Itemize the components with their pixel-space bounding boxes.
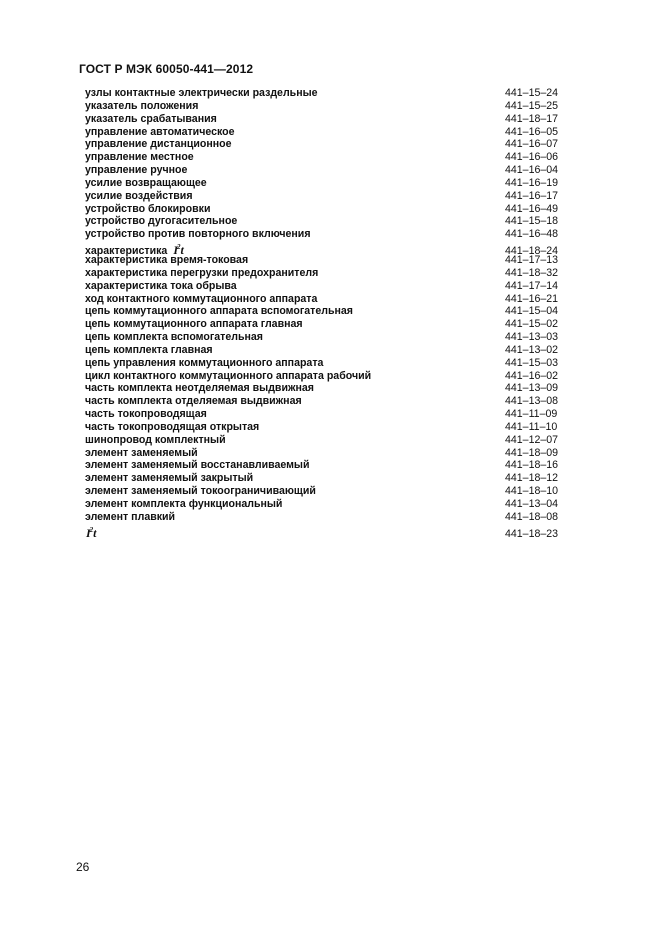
index-term: характеристика тока обрыва [85, 279, 237, 292]
index-code: 441–18–32 [505, 266, 559, 279]
index-code: 441–16–21 [505, 292, 559, 305]
index-row [85, 331, 577, 344]
index-term: часть комплекта неотделяемая выдвижная [85, 382, 314, 395]
index-term: элемент заменяемый закрытый [85, 472, 254, 485]
index-term: управление ручное [85, 164, 188, 177]
index-term: узлы контактные электрически раздельные [85, 87, 318, 99]
index-code: 441–18–08 [505, 510, 559, 523]
index-term: характеристика перегрузки предохранителя [85, 266, 319, 279]
index-row [85, 344, 577, 357]
index-code: 441–13–08 [505, 395, 559, 408]
index-term: часть токопроводящая открытая [85, 420, 260, 433]
index-term: усилие возвращающее [85, 176, 207, 189]
index-term: цепь комплекта главная [85, 343, 213, 356]
index-term: часть комплекта отделяемая выдвижная [85, 395, 302, 408]
index-term: управление дистанционное [85, 138, 232, 151]
i2t-symbol [86, 526, 97, 540]
index-code: 441–13–02 [505, 343, 559, 356]
index-code: 441–13–09 [505, 382, 559, 395]
index-row [85, 241, 577, 258]
index-term: цикл контактного коммутационного аппарата рабочий [85, 369, 372, 382]
index-code: 441–16–17 [505, 189, 559, 202]
index-code: 441–16–02 [505, 369, 559, 382]
index-term: характеристика [85, 245, 168, 258]
index-row [85, 395, 577, 408]
index-row [85, 267, 577, 280]
index-code: 441–16–49 [505, 202, 559, 215]
index-code: 441–18–10 [505, 485, 559, 498]
index-row [85, 472, 577, 485]
index-row [85, 177, 577, 190]
index-code: 441–17–13 [505, 253, 559, 266]
index-row [85, 498, 577, 511]
index-row [85, 138, 577, 151]
index-row [85, 203, 577, 216]
index-row [85, 164, 577, 177]
index-term: шинопровод комплектный [85, 433, 226, 446]
index-code: 441–18–12 [505, 472, 559, 485]
index-row [85, 370, 577, 383]
index-row [85, 254, 577, 267]
index-row [85, 318, 577, 331]
index-code: 441–13–04 [505, 498, 559, 510]
index-code: 441–18–16 [505, 459, 559, 472]
index-code: 441–15–03 [505, 356, 559, 369]
index-row [85, 434, 577, 447]
index-term: управление автоматическое [85, 125, 235, 138]
term-index-list [85, 87, 577, 540]
index-row [85, 305, 577, 318]
index-term: устройство дугогасительное [85, 215, 238, 228]
index-code: 441–16–04 [505, 164, 559, 177]
index-code: 441–16–06 [505, 151, 559, 164]
index-term: часть токопроводящая [85, 408, 207, 421]
index-row [85, 126, 577, 139]
index-code: 441–12–07 [505, 433, 559, 446]
index-term: цепь коммутационного аппарата вспомогательная [85, 305, 353, 318]
index-code: 441–15–04 [505, 305, 559, 318]
index-term: указатель положения [85, 99, 199, 112]
index-term: элемент заменяемый токоограничивающий [85, 485, 316, 498]
index-term: цепь коммутационного аппарата главная [85, 318, 303, 331]
index-term: элемент плавкий [85, 510, 176, 523]
index-row [85, 459, 577, 472]
index-row [85, 447, 577, 460]
index-row [85, 87, 577, 100]
index-row [85, 293, 577, 306]
i2t-symbol-base: I [173, 243, 178, 258]
index-row [85, 100, 577, 113]
index-row [85, 408, 577, 421]
index-term: элемент комплекта функциональный [85, 498, 283, 510]
index-term-symbol-only [85, 524, 97, 541]
index-code: 441–11–09 [505, 408, 558, 421]
document-header: ГОСТ Р МЭК 60050-441—2012 [79, 62, 254, 76]
index-code: 441–18–17 [505, 112, 559, 125]
i2t-symbol-exponent: 2 [89, 525, 94, 534]
i2t-symbol-exponent: 2 [176, 243, 181, 252]
index-code: 441–15–02 [505, 318, 559, 331]
index-term: цепь управления коммутационного аппарата [85, 356, 324, 369]
index-row [85, 357, 577, 370]
index-code: 441–16–19 [505, 176, 559, 189]
index-code: 441–18–09 [505, 446, 559, 459]
index-term: ход контактного коммутационного аппарата [85, 292, 318, 305]
index-row [85, 524, 577, 540]
index-row [85, 421, 577, 434]
index-code: 441–13–03 [505, 331, 559, 344]
index-code: 441–17–14 [505, 279, 559, 292]
index-term: управление местное [85, 151, 194, 164]
index-term: элемент заменяемый восстанавливаемый [85, 459, 310, 472]
index-row [85, 485, 577, 498]
index-code: 441–11–10 [505, 420, 558, 433]
index-code: 441–16–48 [505, 228, 559, 241]
index-term: указатель срабатывания [85, 112, 217, 125]
i2t-symbol-var: t [93, 525, 97, 540]
index-term: устройство блокировки [85, 202, 211, 215]
index-row [85, 228, 577, 241]
index-term: усилие воздействия [85, 189, 193, 202]
page-number: 26 [76, 860, 90, 874]
i2t-symbol-base: I [86, 525, 91, 540]
index-row [85, 511, 577, 524]
index-row [85, 190, 577, 203]
index-row [85, 382, 577, 395]
i2t-symbol-var: t [180, 243, 184, 258]
index-code: 441–18–23 [505, 527, 559, 540]
index-row [85, 215, 577, 228]
index-code: 441–15–18 [505, 215, 559, 228]
index-code: 441–15–25 [505, 99, 559, 112]
index-code: 441–18–24 [505, 245, 559, 258]
index-row [85, 113, 577, 126]
index-code: 441–16–05 [505, 125, 559, 138]
index-code: 441–16–07 [505, 138, 559, 151]
index-row [85, 151, 577, 164]
index-term: элемент заменяемый [85, 446, 198, 459]
index-term: цепь комплекта вспомогательная [85, 331, 263, 344]
index-row [85, 280, 577, 293]
index-term: характеристика время-токовая [85, 253, 249, 266]
index-term: устройство против повторного включения [85, 228, 311, 241]
index-code: 441–15–24 [505, 87, 559, 99]
